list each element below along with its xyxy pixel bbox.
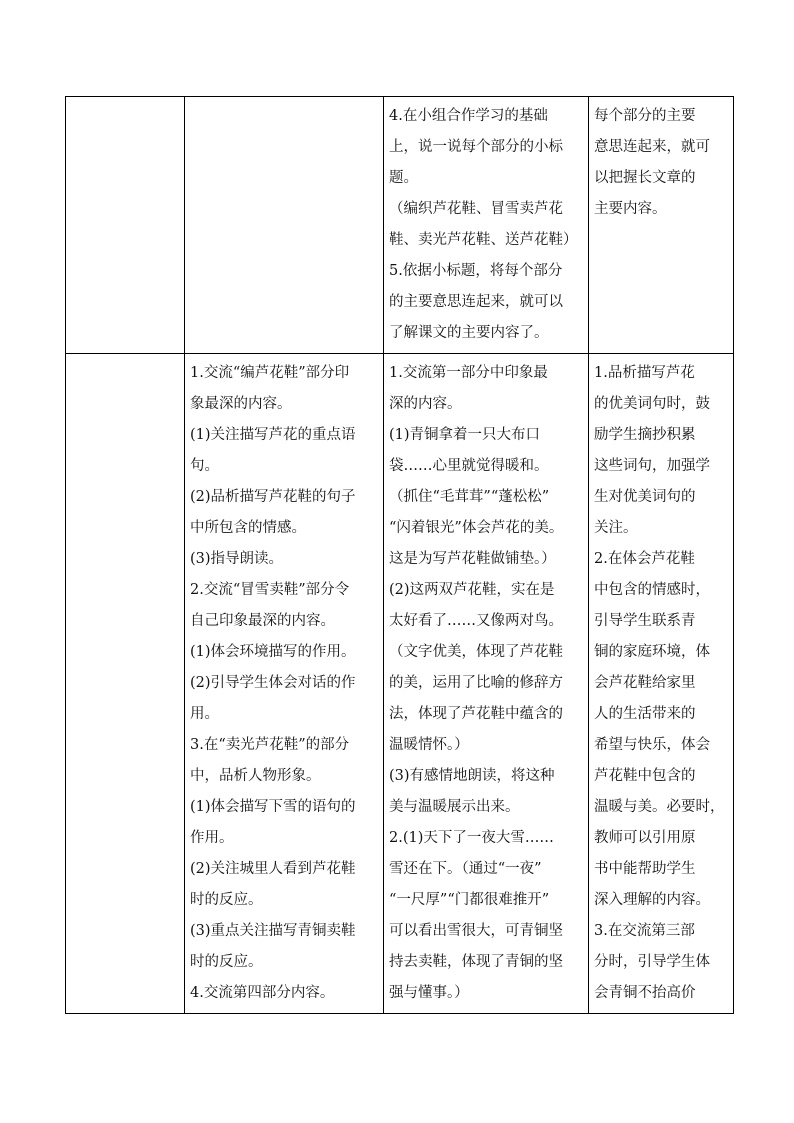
cell-text-line: （编织芦花鞋、冒雪卖芦花 — [389, 201, 563, 217]
cell-text-line: 时的反应。 — [190, 892, 263, 908]
cell-r2-c1 — [66, 354, 185, 1014]
cell-text-line: 温暖情怀。） — [389, 737, 469, 753]
cell-text-line: 时的反应。 — [190, 954, 263, 970]
cell-text-line: 2.(1)天下了一夜大雪…… — [389, 830, 554, 846]
lesson-plan-table — [65, 96, 734, 1014]
cell-text-line: 主要内容。 — [594, 201, 667, 217]
cell-text-line: 鞋、卖光芦花鞋、送芦花鞋） — [389, 232, 578, 248]
cell-text-line: 铜的家庭环境，体 — [594, 644, 710, 660]
cell-text-line: 强与懂事。） — [389, 985, 469, 1001]
cell-text-line: (1)体会环境描写的作用。 — [190, 644, 356, 660]
cell-text-line: 3.在交流第三部 — [594, 923, 695, 939]
cell-text-line: 会青铜不抬高价 — [594, 985, 696, 1001]
cell-text-line: 1.交流第一部分中印象最 — [389, 365, 548, 381]
cell-text-line: 了解课文的主要内容了。 — [389, 325, 549, 341]
cell-r1-c4 — [589, 97, 734, 354]
cell-text-line: 关注。 — [594, 520, 638, 536]
cell-text-line: (1)关注描写芦花的重点语 — [190, 427, 356, 443]
cell-text-line: 励学生摘抄积累 — [594, 427, 696, 443]
cell-text-line: 的美，运用了比喻的修辞方 — [389, 675, 563, 691]
cell-text-line: “闪着银光”体会芦花的美。 — [389, 520, 564, 536]
cell-text-line: (2)品析描写芦花鞋的句子 — [190, 489, 356, 505]
cell-text-line: (1)青铜拿着一只大布口 — [389, 427, 541, 443]
cell-text-line: 希望与快乐，体会 — [594, 737, 710, 753]
cell-text-line: 持去卖鞋，体现了青铜的坚 — [389, 954, 563, 970]
cell-text-line: 袋……心里就觉得暖和。 — [389, 458, 549, 474]
cell-text-line: 5.依据小标题，将每个部分 — [389, 263, 563, 279]
cell-text-line: 1.交流“编芦花鞋”部分印 — [190, 365, 350, 381]
cell-text-line: 教师可以引用原 — [594, 830, 696, 846]
cell-text-line: （抓住“毛茸茸”“蓬松松” — [389, 489, 550, 505]
cell-text-line: “一尺厚”“门都很难推开” — [389, 892, 550, 908]
cell-text-line: 生对优美词句的 — [594, 489, 696, 505]
cell-text-line: 3.在“卖光芦花鞋”的部分 — [190, 737, 350, 753]
cell-text-line: 4.交流第四部分内容。 — [190, 985, 335, 1001]
cell-text-line: (3)重点关注描写青铜卖鞋 — [190, 923, 356, 939]
cell-text-line: 芦花鞋中包含的 — [594, 768, 696, 784]
cell-text-line: 这是为写芦花鞋做铺垫。） — [389, 551, 556, 567]
cell-text-line: 象最深的内容。 — [190, 396, 292, 412]
cell-text-line: 人的生活带来的 — [594, 706, 696, 722]
cell-text-line: 深入理解的内容。 — [594, 892, 710, 908]
cell-text-line: (2)这两双芦花鞋，实在是 — [389, 582, 555, 598]
cell-r2-c4 — [589, 354, 734, 1014]
table-row — [66, 354, 734, 1014]
table-row — [66, 97, 734, 354]
cell-text-line: 可以看出雪很大，可青铜坚 — [389, 923, 563, 939]
cell-text-line: 引导学生联系青 — [594, 613, 696, 629]
cell-text-line: 深的内容。 — [389, 396, 462, 412]
cell-text-line: 这些词句，加强学 — [594, 458, 710, 474]
cell-text-line: （文字优美，体现了芦花鞋 — [389, 644, 563, 660]
cell-text-line: 句。 — [190, 458, 219, 474]
cell-text-line: 美与温暖展示出来。 — [389, 799, 520, 815]
cell-text-line: 2.交流“冒雪卖鞋”部分令 — [190, 582, 350, 598]
cell-text-line: (3)有感情地朗读，将这种 — [389, 768, 555, 784]
cell-text-line: 题。 — [389, 170, 418, 186]
cell-text-line: 的优美词句时，鼓 — [594, 396, 710, 412]
cell-text-line: 太好看了……又像两对鸟。 — [389, 613, 563, 629]
cell-text-line: 上，说一说每个部分的小标 — [389, 139, 563, 155]
cell-text-line: 中所包含的情感。 — [190, 520, 306, 536]
cell-text-line: 1.品析描写芦花 — [594, 365, 695, 381]
cell-text-line: 4.在小组合作学习的基础 — [389, 108, 548, 124]
cell-text-line: (1)体会描写下雪的语句的 — [190, 799, 356, 815]
cell-r2-c2 — [185, 354, 384, 1014]
cell-text-line: (2)引导学生体会对话的作 — [190, 675, 356, 691]
cell-text-line: 法，体现了芦花鞋中蕴含的 — [389, 706, 563, 722]
cell-text-line: 以把握长文章的 — [594, 170, 696, 186]
cell-text-line: (2)关注城里人看到芦花鞋 — [190, 861, 356, 877]
cell-text-line: 意思连起来，就可 — [594, 139, 710, 155]
cell-text-line: 中包含的情感时， — [594, 582, 710, 598]
cell-text-line: 作用。 — [190, 830, 234, 846]
cell-text-line: 书中能帮助学生 — [594, 861, 696, 877]
cell-text-line: 会芦花鞋给家里 — [594, 675, 696, 691]
cell-text-line: 的主要意思连起来，就可以 — [389, 294, 563, 310]
cell-r1-c3 — [384, 97, 589, 354]
cell-text-line: 自己印象最深的内容。 — [190, 613, 335, 629]
cell-r2-c3 — [384, 354, 589, 1014]
cell-r1-c2 — [185, 97, 384, 354]
cell-text-line: 中，品析人物形象。 — [190, 768, 321, 784]
cell-text-line: (3)指导朗读。 — [190, 551, 284, 567]
cell-text-line: 分时，引导学生体 — [594, 954, 710, 970]
cell-text-line: 用。 — [190, 706, 219, 722]
cell-text-line: 2.在体会芦花鞋 — [594, 551, 695, 567]
cell-r1-c1 — [66, 97, 185, 354]
cell-text-line: 每个部分的主要 — [594, 108, 696, 124]
cell-text-line: 雪还在下。（通过“一夜” — [389, 861, 542, 877]
cell-text-line: 温暖与美。必要时， — [594, 799, 725, 815]
